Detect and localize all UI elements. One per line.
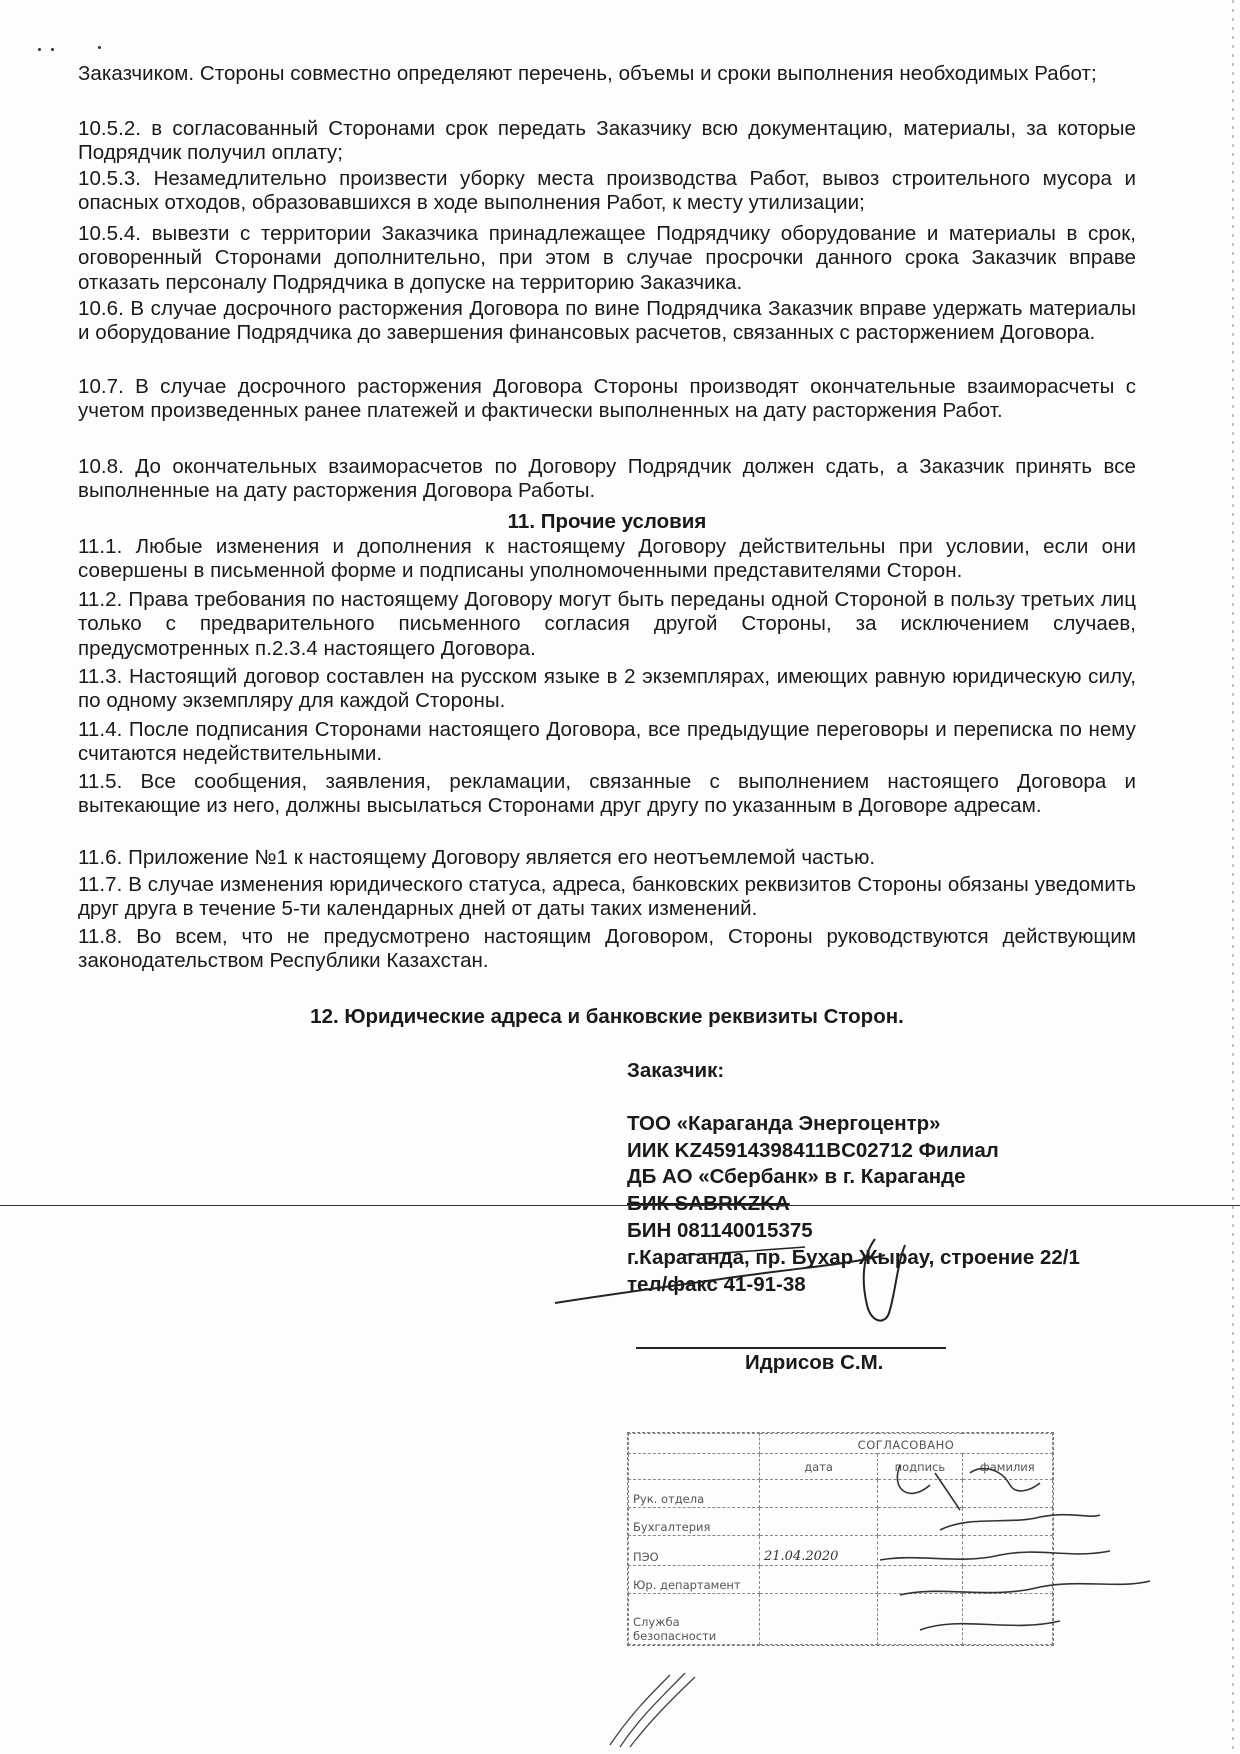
signature-mark: [545, 1225, 925, 1335]
stamp-row-label: Служба безопасности: [629, 1593, 760, 1644]
paragraph-10-5-1-end: Заказчиком. Стороны совместно определяют перечень, объемы и сроки выполнения необходимых Работ;: [78, 62, 1097, 85]
customer-bank: ДБ АО «Сбербанк» в г. Караганде: [627, 1165, 966, 1189]
stamp-row-label: Юр. департамент: [629, 1565, 760, 1593]
scan-speck: [98, 46, 101, 49]
paragraph-11-8: 11.8. Во всем, что не предусмотрено настоящим Договором, Стороны руководствуются действующим законодательством Республики Казахстан.: [78, 925, 1136, 973]
customer-label: Заказчик:: [627, 1059, 725, 1082]
paragraph-10-5-2: 10.5.2. в согласованный Сторонами срок передать Заказчику всю документацию, материалы, за которые Подрядчик получил оплату;: [78, 117, 1136, 165]
customer-bin: БИН 081140015375: [627, 1218, 813, 1242]
paragraph-10-5-3: 10.5.3. Незамедлительно произвести уборку места производства Работ, вывоз строительного мусора и опасных отходов, образовавшихся в ходе выполнения Работ, к месту утилизации;: [78, 167, 1136, 215]
stamp-col-signature: подпись: [878, 1454, 962, 1480]
stamp-col-date: дата: [760, 1454, 878, 1480]
customer-address: г.Караганда, пр. Бухар Жырау, строение 22/1: [627, 1245, 1080, 1269]
stamp-corner: [629, 1434, 760, 1454]
customer-phone: тел/факс 41-91-38: [627, 1272, 806, 1296]
scan-speck: [38, 48, 41, 51]
stamp-row-label: ПЭО: [629, 1536, 760, 1566]
signatory-name: Идрисов С.М.: [745, 1351, 884, 1374]
paragraph-11-1: 11.1. Любые изменения и дополнения к настоящему Договору действительны при условии, если они совершены в письменной форме и подписаны уполномоченными представителями Сторон.: [78, 535, 1136, 583]
customer-bik: БИК SABRKZKA: [627, 1192, 790, 1216]
section-11-title: 11. Прочие условия: [507, 510, 707, 533]
section-12-title: 12. Юридические адреса и банковские реквизиты Сторон.: [310, 1005, 904, 1028]
paragraph-11-5: 11.5. Все сообщения, заявления, рекламации, связанные с выполнением настоящего Договора и вытекающие из него, должны высылаться Сторонами друг другу по указанным в Договоре адресам.: [78, 770, 1136, 818]
paragraph-11-7: 11.7. В случае изменения юридического статуса, адреса, банковских реквизитов Стороны обязаны уведомить друг друга в течение 5-ти календарных дней от даты таких изменений.: [78, 873, 1136, 921]
scan-fold-line: [0, 1205, 1240, 1206]
paragraph-11-2: 11.2. Права требования по настоящему Договору могут быть переданы одной Стороной в пользу третьих лиц только с предварительного письменного согласия другой Стороны, за исключением случаев, предусмотренных п.2.3.4 настоящего Договора.: [78, 588, 1136, 660]
handwritten-signatures: [840, 1455, 1140, 1645]
customer-name: ТОО «Караганда Энергоцентр»: [627, 1111, 941, 1135]
paragraph-11-6: 11.6. Приложение №1 к настоящему Договору является его неотъемлемой частью.: [78, 846, 876, 869]
stamp-corner-2: [629, 1454, 760, 1480]
stamp-row-label: Бухгалтерия: [629, 1508, 760, 1536]
stamp-row-label: Рук. отдела: [629, 1480, 760, 1508]
scan-edge: [1232, 0, 1234, 1754]
stamp-title: СОГЛАСОВАНО: [760, 1434, 1053, 1454]
paragraph-10-8: 10.8. До окончательных взаиморасчетов по Договору Подрядчик должен сдать, а Заказчик принять все выполненные на дату расторжения Договора Работы.: [78, 455, 1136, 503]
paragraph-10-6: 10.6. В случае досрочного расторжения Договора по вине Подрядчика Заказчик вправе удержать материалы и оборудование Подрядчика до завершения финансовых расчетов, связанных с расторжением Договора.: [78, 297, 1136, 345]
paragraph-11-3: 11.3. Настоящий договор составлен на русском языке в 2 экземплярах, имеющих равную юридическую силу, по одному экземпляру для каждой Стороны.: [78, 665, 1136, 713]
paragraph-10-7: 10.7. В случае досрочного расторжения Договора Стороны производят окончательные взаиморасчеты с учетом произведенных ранее платежей и фактически выполненных на дату расторжения Работ.: [78, 375, 1136, 423]
paragraph-11-4: 11.4. После подписания Сторонами настоящего Договора, все предыдущие переговоры и переписка по нему считаются недействительными.: [78, 718, 1136, 766]
stamp-row-date: 21.04.2020: [760, 1536, 878, 1566]
customer-iik: ИИК KZ45914398411BC02712 Филиал: [627, 1138, 999, 1162]
signature-line: [636, 1347, 946, 1349]
bottom-scribble: [600, 1655, 710, 1750]
stamp-col-surname: фамилия: [962, 1454, 1052, 1480]
paragraph-10-5-4: 10.5.4. вывезти с территории Заказчика принадлежащее Подрядчику оборудование и материалы в срок, оговоренный Сторонами дополнительно, при этом в случае просрочки данного срока Заказчик вправе отказать персоналу Подрядчика в допуске на территорию Заказчика.: [78, 222, 1136, 294]
scan-speck: [51, 48, 54, 51]
